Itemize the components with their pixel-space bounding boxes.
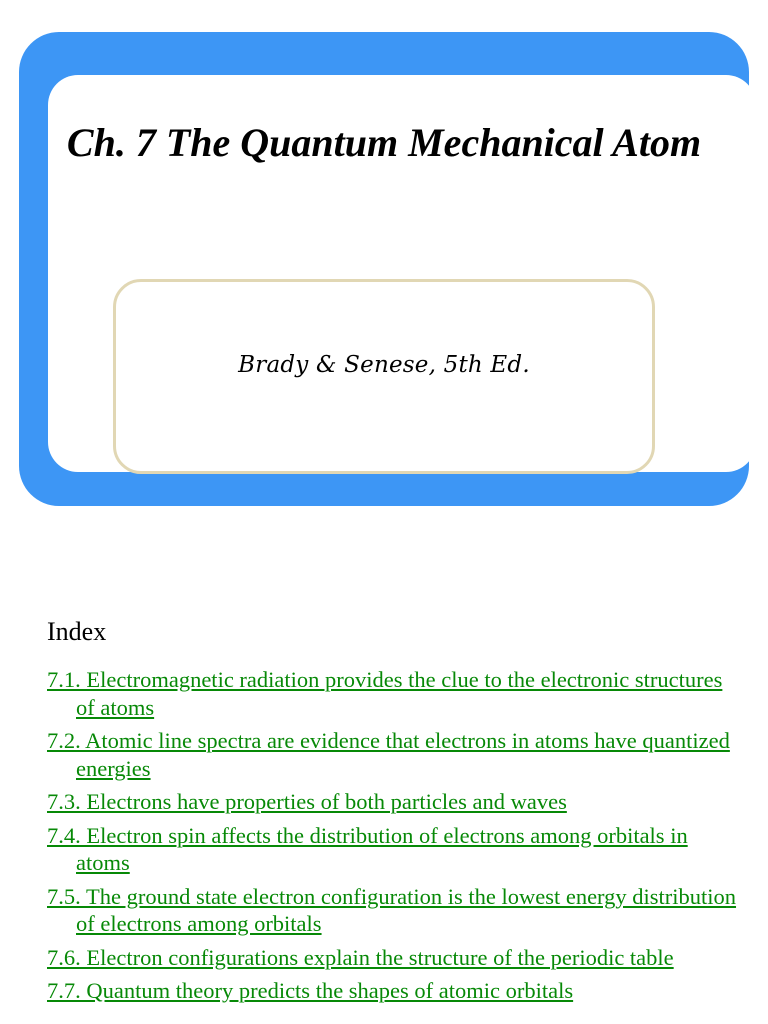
index-item (47, 977, 737, 1005)
index-heading: Index (47, 617, 107, 646)
index-item (47, 666, 737, 721)
index-link-7-1[interactable]: 7.1. Electromagnetic radiation provides the clue to the electronic structures of atoms (47, 667, 723, 720)
index-link-7-7[interactable]: 7.7. Quantum theory predicts the shapes of atomic orbitals (47, 978, 574, 1003)
index-link-7-6[interactable]: 7.6. Electron configurations explain the structure of the periodic table (47, 944, 674, 970)
slide-title: Ch. 7 The Quantum Mechanical Atom (66, 120, 702, 165)
subtitle-box (113, 279, 655, 474)
index-link-7-4[interactable]: 7.4. Electron spin affects the distribution of electrons among orbitals in atoms (47, 822, 688, 875)
index-item (47, 788, 737, 816)
index-link-7-3[interactable]: 7.3. Electrons have properties of both particles and waves (47, 789, 567, 814)
index-item (47, 883, 737, 938)
index-list (47, 666, 737, 1011)
index-item (47, 727, 737, 782)
index-item (47, 822, 737, 877)
index-link-7-5[interactable]: 7.5. The ground state electron configuration is the lowest energy distribution of electrons among orbitals (47, 883, 737, 936)
slide-subtitle: Brady & Senese, 5th Ed. (238, 352, 530, 378)
index-link-7-2[interactable]: 7.2. Atomic line spectra are evidence that electrons in atoms have quantized energies (47, 728, 730, 781)
index-item (47, 944, 737, 972)
